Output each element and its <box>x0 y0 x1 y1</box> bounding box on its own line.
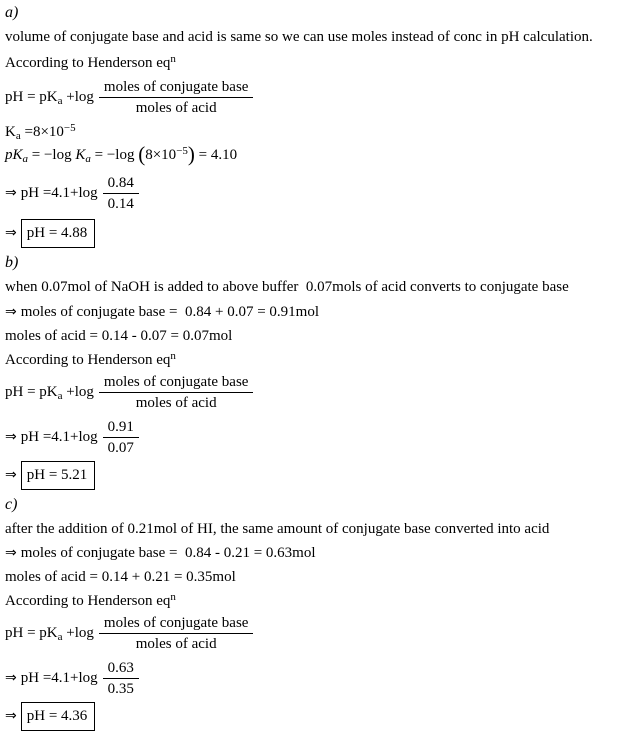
pka-calculation-line <box>5 142 626 166</box>
ph-calc-denominator-b: 0.07 <box>107 440 134 456</box>
ka-subscript: a <box>15 130 21 142</box>
henderson-lhs-sub-a: a <box>57 94 63 107</box>
henderson-equation-a <box>5 78 626 117</box>
henderson-lhs-a: pH = pK <box>5 88 58 105</box>
ph-calc-fraction-c <box>103 659 139 698</box>
ph-calc-fraction-a <box>103 174 139 213</box>
henderson-lhs-sub-c: a <box>57 630 63 643</box>
implies-arrow-icon: ⇒ <box>5 428 17 445</box>
ph-calc-pre-b: pH =4.1+log <box>20 428 98 445</box>
ph-result-a <box>5 219 626 248</box>
ph-result-box-c: pH = 4.36 <box>21 702 96 731</box>
part-b-label: b) <box>5 254 19 271</box>
pka-subscript: a <box>22 153 29 165</box>
pka-paren-close: ) <box>187 142 195 166</box>
henderson-numerator-a: moles of conjugate base <box>99 78 254 98</box>
ph-calc-pre-c: pH =4.1+log <box>20 669 98 686</box>
part-c-intro: after the addition of 0.21mol of HI, the same amount of conjugate base converted into acid <box>5 521 550 537</box>
implies-arrow-icon: ⇒ <box>5 304 17 320</box>
pka-paren-open: ( <box>138 142 146 166</box>
henderson-fraction-b <box>99 373 254 412</box>
ph-calc-fraction-b <box>103 418 139 457</box>
henderson-equation-b <box>5 373 626 412</box>
implies-arrow-icon: ⇒ <box>5 225 17 241</box>
ph-calc-pre-a: pH =4.1+log <box>20 184 98 201</box>
henderson-fraction-c <box>99 614 254 653</box>
part-c-label: c) <box>5 496 18 513</box>
henderson-numerator-b: moles of conjugate base <box>99 373 254 393</box>
ph-calc-numerator-c: 0.63 <box>103 659 139 679</box>
ph-calculation-a <box>5 174 626 213</box>
ka-symbol: K <box>5 124 16 140</box>
pka-eq2: = −log <box>90 147 139 163</box>
ph-result-box-a: pH = 4.88 <box>21 219 96 248</box>
henderson-reference-c <box>5 592 626 610</box>
part-b-intro: when 0.07mol of NaOH is added to above buffer 0.07mols of acid converts to conjugate base <box>5 279 569 295</box>
ph-calc-denominator-a: 0.14 <box>107 196 134 212</box>
implies-arrow-icon: ⇒ <box>5 545 17 561</box>
henderson-fraction-a <box>99 78 254 117</box>
implies-arrow-icon: ⇒ <box>5 669 17 686</box>
henderson-equation-c <box>5 614 626 653</box>
henderson-reference-text-a: According to Henderson eq <box>5 55 171 71</box>
henderson-reference-b <box>5 351 626 369</box>
henderson-mid-a: +log <box>62 88 94 105</box>
ka-value-line <box>5 123 626 141</box>
implies-arrow-icon: ⇒ <box>5 467 17 483</box>
pka-k-symbol: K <box>75 147 86 163</box>
conjugate-base-moles-c <box>5 544 626 562</box>
pka-symbol: pK <box>5 147 23 163</box>
henderson-numerator-c: moles of conjugate base <box>99 614 254 634</box>
henderson-reference-a <box>5 54 626 72</box>
ka-exponent: −5 <box>63 122 76 134</box>
equation-superscript-c: n <box>170 591 176 603</box>
pka-result: = 4.10 <box>194 147 238 163</box>
ph-calculation-c <box>5 659 626 698</box>
acid-moles-c: moles of acid = 0.14 + 0.21 = 0.35mol <box>5 569 236 585</box>
ph-result-c <box>5 702 626 731</box>
henderson-denominator-c: moles of acid <box>135 636 217 652</box>
henderson-lhs-c: pH = pK <box>5 624 58 641</box>
henderson-reference-text-b: According to Henderson eq <box>5 352 171 368</box>
henderson-lhs-sub-b: a <box>57 389 63 402</box>
pka-eq1: = −log <box>28 147 76 163</box>
conjugate-base-moles-b <box>5 303 626 321</box>
henderson-reference-text-c: According to Henderson eq <box>5 593 171 609</box>
pka-k-subscript: a <box>85 153 91 165</box>
ph-result-box-b: pH = 5.21 <box>21 461 96 490</box>
part-a-intro: volume of conjugate base and acid is same so we can use moles instead of conc in pH calculation. <box>5 29 593 45</box>
ph-result-b <box>5 461 626 490</box>
conjugate-base-moles-text-c: moles of conjugate base = 0.84 - 0.21 = 0.63mol <box>20 545 316 561</box>
implies-arrow-icon: ⇒ <box>5 184 17 201</box>
henderson-lhs-b: pH = pK <box>5 383 58 400</box>
henderson-denominator-b: moles of acid <box>135 395 217 411</box>
pka-inner-value: 8×10 <box>145 147 177 163</box>
henderson-denominator-a: moles of acid <box>135 100 217 116</box>
henderson-mid-c: +log <box>62 624 94 641</box>
ph-calculation-b <box>5 418 626 457</box>
equation-superscript-b: n <box>170 350 176 362</box>
equation-superscript-a: n <box>170 53 176 65</box>
henderson-mid-b: +log <box>62 383 94 400</box>
conjugate-base-moles-text-b: moles of conjugate base = 0.84 + 0.07 = 0.91mol <box>20 304 319 320</box>
implies-arrow-icon: ⇒ <box>5 708 17 724</box>
acid-moles-b: moles of acid = 0.14 - 0.07 = 0.07mol <box>5 328 233 344</box>
ka-value: =8×10 <box>20 124 64 140</box>
part-a-label: a) <box>5 4 19 21</box>
ph-calc-numerator-a: 0.84 <box>103 174 139 194</box>
pka-inner-exponent: −5 <box>176 145 188 157</box>
ph-calc-numerator-b: 0.91 <box>103 418 139 438</box>
ph-calc-denominator-c: 0.35 <box>107 681 134 697</box>
